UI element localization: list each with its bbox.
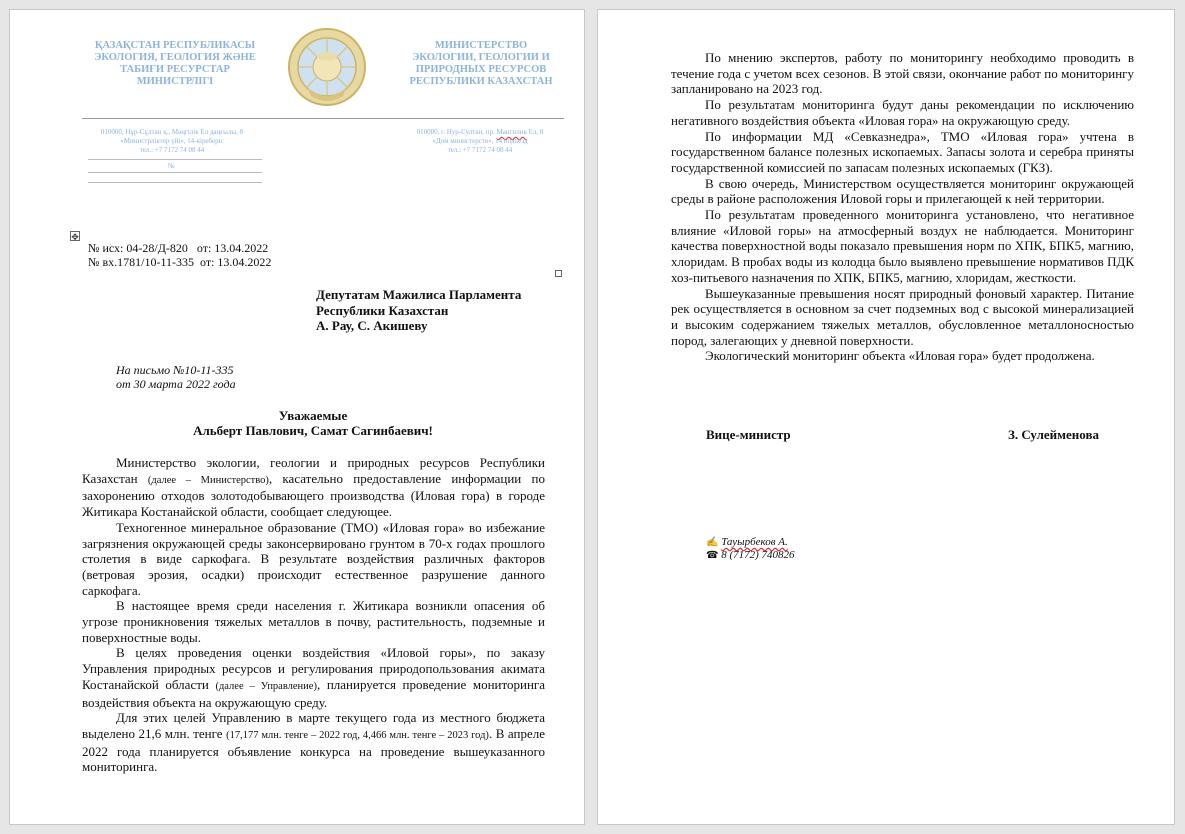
paragraph — [671, 129, 1134, 176]
reference-letter: На письмо №10-11-335 от 30 марта 2022 года — [116, 363, 236, 391]
greeting: Уважаемые Альберт Павлович, Самат Сагинбаевич! — [193, 408, 433, 438]
paragraph-text: , планируется проведение мониторинга воздействия объекта на окружающую среду. — [82, 676, 546, 710]
registration-number-label: № — [168, 162, 175, 170]
table-move-handle-icon[interactable]: ✥ — [71, 232, 79, 242]
paragraph — [671, 207, 1134, 286]
paragraph-text: . В апреле 2022 года планируется объявление конкурса на проведение вышеуказанного мониторинга. — [82, 725, 545, 775]
phone-icon: ☎ — [706, 550, 719, 561]
header-ru — [386, 40, 576, 88]
pen-icon: ✍ — [706, 537, 719, 548]
document-page-2 — [597, 9, 1175, 825]
paragraph — [671, 286, 1134, 349]
address-kz — [72, 128, 272, 155]
executor-phone: 8 (7172) 740826 — [721, 549, 795, 561]
paragraph-text: (далее – Управление) — [215, 680, 317, 692]
letter-body-page-2 — [671, 50, 1134, 364]
registration-line — [88, 182, 262, 183]
paragraph-text: По результатам мониторинга будут даны рекомендации по исключению негативного воздействия объекта «Иловая гора» на окружающую среду. — [671, 97, 1134, 128]
paragraph — [671, 348, 1134, 364]
paragraph — [671, 97, 1134, 128]
signature-name: З. Сулейменова — [1008, 427, 1099, 442]
registration-line — [88, 172, 262, 173]
paragraph — [82, 710, 545, 775]
paragraph-text: В целях проведения оценки воздействия «Иловой горы», по заказу Управления природных ресурсов и регулирования природопользования акимата Костанайской области — [82, 645, 545, 692]
header-ru-line: ПРИРОДНЫХ РЕСУРСОВ — [415, 64, 547, 75]
address-ru-line: тел.: +7 7172 74 08 44 — [447, 146, 513, 154]
header-ru-line: ЭКОЛОГИИ, ГЕОЛОГИИ И — [412, 52, 550, 63]
document-page-1 — [9, 9, 585, 825]
outgoing-number: № исх: 04-28/Д-820 от: 13.04.2022 — [88, 241, 269, 255]
executor-info — [706, 536, 795, 562]
letter-body-page-1 — [82, 455, 545, 775]
paragraph-text: По информации МД «Севказнедра», ТМО «Иловая гора» учтена в государственном балансе полезных ископаемых. Запасы золота и серебра приняты государственной комиссией по запасам полезных ископаемых (ГКЗ). — [671, 128, 1134, 175]
address-kz-line: 010000, Нұр-Сұлтан қ., Мәңгілік Ел даңғылы, 8 — [100, 128, 244, 136]
state-emblem-icon — [286, 26, 368, 108]
paragraph-text: , касательно предоставление информации по захоронению отходов золотодобывающего производства (Иловая гора) в городе Житикара Костанайской области, сообщает следующее. — [82, 470, 546, 520]
signature-title: Вице-министр — [706, 427, 791, 442]
paragraph-text: По мнению экспертов, работу по мониторингу необходимо проводить в течение года с учетом всех сезонов. В этой связи, окончание работ по мониторингу запланировано на 2023 год. — [671, 50, 1134, 97]
addressee: Депутатам Мажилиса Парламента Республики Казахстан А. Рау, С. Акишеву — [316, 287, 522, 333]
paragraph — [82, 455, 545, 520]
paragraph-text: Министерство экологии, геологии и природных ресурсов Республики Казахстан — [82, 455, 545, 486]
header-ru-line: РЕСПУБЛИКИ КАЗАХСТАН — [409, 76, 553, 87]
address-kz-line: тел.: +7 7172 74 08 44 — [139, 146, 205, 154]
header-kz-line: ТАБИҒИ РЕСУРСТАР — [120, 64, 230, 75]
paragraph-text: В свою очередь, Министерством осуществляется мониторинг окружающей среды в районе расположения Иловой горы и прилегающей к ней территории. — [671, 175, 1134, 207]
header-kz-line: ЭКОЛОГИЯ, ГЕОЛОГИЯ ЖӘНЕ — [94, 52, 256, 63]
paragraph — [82, 645, 545, 710]
paragraph — [671, 50, 1134, 97]
header-divider — [82, 118, 564, 119]
paragraph — [82, 520, 545, 599]
paragraph-text: Техногенное минеральное образование (ТМО) «Иловая гора» во избежание загрязнения окружающей среды законсервировано грунтом в 70-х годах прошлого столетия в виде саркофага. В результате воздействия различных факторов (ветровая эрозия, осадки) происходит естественное разрушение данного саркофага. — [82, 519, 545, 598]
header-kz-line: МИНИСТРЛІГІ — [136, 76, 214, 87]
header-kz — [80, 40, 270, 88]
paragraph-text: Для этих целей Управлению в марте текущего года из местного бюджета выделено 21,6 млн. тенге — [82, 710, 545, 741]
paragraph-text: (17,177 млн. тенге – 2022 год, 4,466 млн. тенге – 2023 год) — [226, 729, 489, 741]
paragraph — [82, 598, 545, 645]
paragraph — [671, 176, 1134, 207]
paragraph-text: Экологический мониторинг объекта «Иловая гора» будет продолжена. — [705, 348, 1095, 364]
header-kz-line: ҚАЗАҚСТАН РЕСПУБЛИКАСЫ — [94, 40, 256, 51]
paragraph-text: В настоящее время среди населения г. Житикара возникли опасения об угрозе проникновения тяжелых металлов в почву, растительность, подземные и поверхностные воды. — [82, 598, 545, 645]
header-ru-line: МИНИСТЕРСТВО — [434, 40, 528, 51]
table-resize-handle[interactable] — [555, 270, 562, 277]
executor-name: Тауырбеков А. — [721, 536, 788, 548]
spellcheck-word: Мангилик — [496, 128, 527, 136]
paragraph-text: По результатам проведенного мониторинга установлено, что негативное влияние «Иловой горы» на атмосферный воздух не наблюдается. Мониторинг качества поверхностной воды показало превышения норм по ХПК, БПК5, магнию, хлоридам. В пробах воды из колодца было выявлено превышение нормативов ПДК хоз-питьевого назначения по ХПК, БПК5, магнию, хлоридам, жесткости. — [671, 207, 1134, 285]
registration-line — [88, 159, 262, 160]
incoming-number: № вх.1781/10-11-335 от: 13.04.2022 — [88, 255, 272, 269]
address-ru — [380, 128, 580, 155]
address-kz-line: «Министрліктер үйі», 14-кіреберіс — [120, 137, 224, 145]
paragraph-text: Вышеуказанные превышения носят природный фоновый характер. Питание рек осуществляется в основном за счет подземных вод с высокой минерализацией и высоким содержанием тяжелых металлов, обусловленное металлоносностью пород, залегающих у дневной поверхности. — [671, 285, 1134, 348]
address-ru-line: «Дом министерств», 14 подъезд — [432, 137, 528, 145]
address-ru-line: 010000, г. Нур-Султан, пр. Мангилик Ел, 8 — [416, 128, 544, 136]
paragraph-text: (далее – Министерство) — [147, 474, 269, 486]
